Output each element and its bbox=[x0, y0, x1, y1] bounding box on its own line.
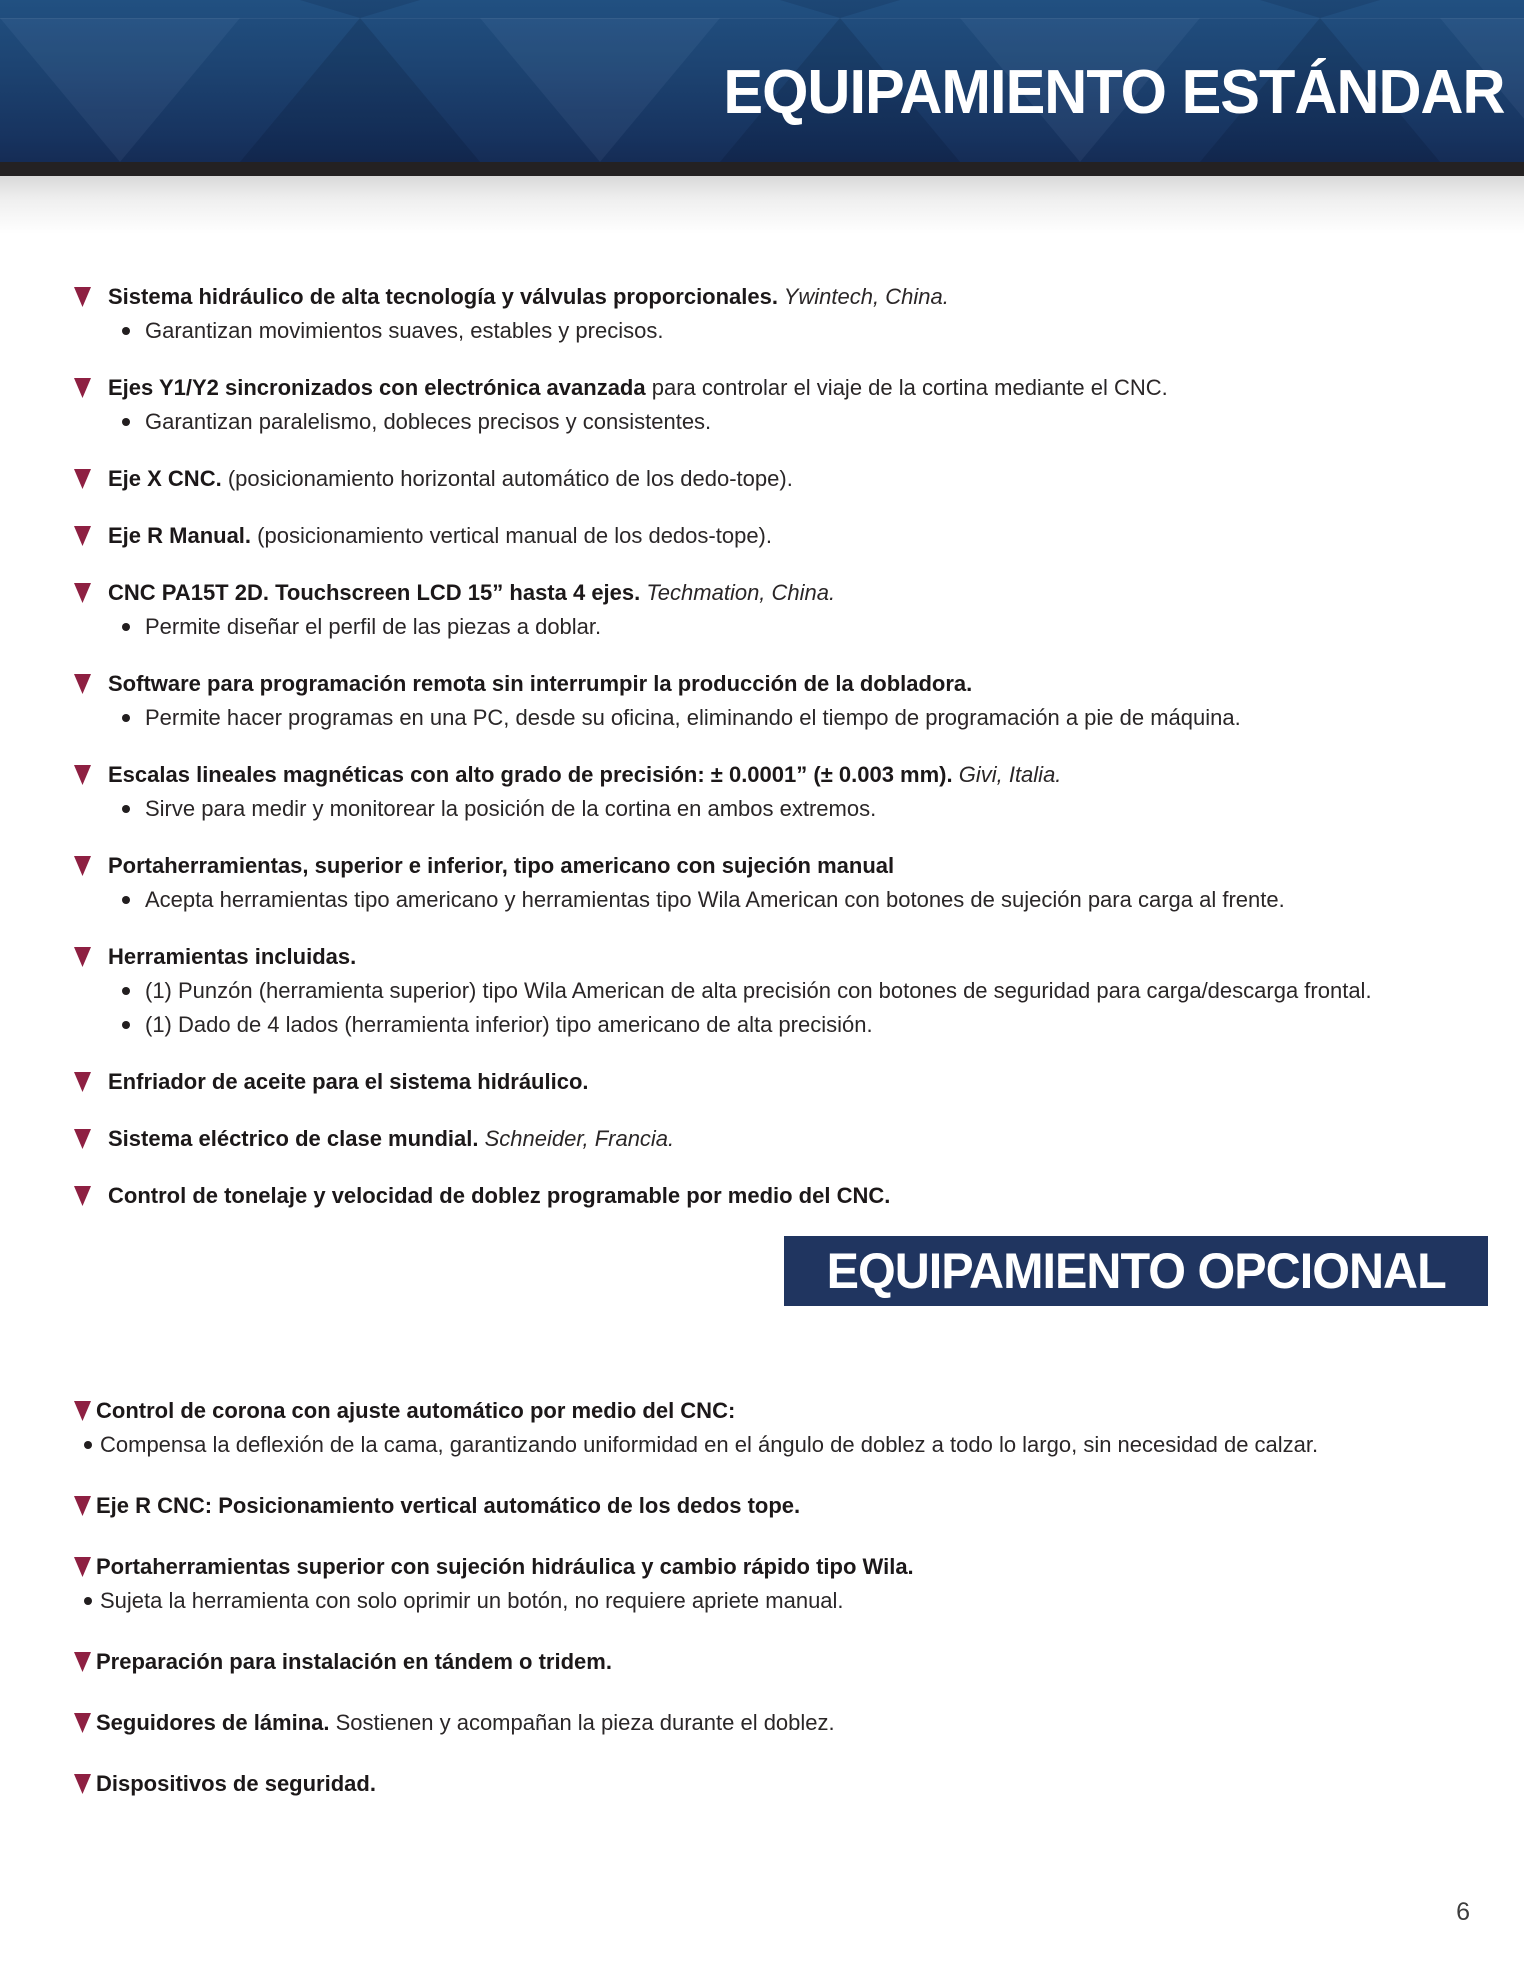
item-title-italic: Techmation, China. bbox=[640, 580, 836, 605]
triangle-down-icon bbox=[74, 1072, 91, 1092]
optional-equipment-banner bbox=[784, 1236, 1488, 1306]
list-item bbox=[74, 758, 1494, 826]
standard-equipment-list bbox=[74, 280, 1494, 1213]
item-title-italic: Ywintech, China. bbox=[778, 284, 949, 309]
sub-text: (1) Punzón (herramienta superior) tipo Wila American de alta precisión con botones de seguridad para carga/descarga frontal. bbox=[145, 978, 1372, 1003]
sub-list bbox=[108, 405, 1494, 439]
sub-bullet bbox=[108, 701, 1494, 735]
sub-bullet bbox=[108, 405, 1494, 439]
list-item bbox=[74, 940, 1494, 1042]
item-title-bold: Portaherramientas, superior e inferior, tipo americano con sujeción manual bbox=[108, 853, 895, 878]
sub-list bbox=[108, 792, 1494, 826]
triangle-down-icon bbox=[74, 287, 91, 307]
item-title bbox=[108, 519, 1494, 553]
list-item bbox=[74, 371, 1494, 439]
sub-bullet bbox=[84, 1428, 1494, 1462]
item-title bbox=[96, 1394, 1494, 1428]
sub-bullet bbox=[108, 314, 1494, 348]
triangle-down-icon bbox=[74, 469, 91, 489]
list-item bbox=[74, 849, 1494, 917]
item-title-bold: Enfriador de aceite para el sistema hidráulico. bbox=[108, 1069, 589, 1094]
bullet-dot-icon bbox=[122, 327, 130, 335]
page-title: EQUIPAMIENTO ESTÁNDAR bbox=[723, 57, 1505, 127]
triangle-down-icon bbox=[74, 1713, 91, 1733]
item-title-bold: CNC PA15T 2D. Touchscreen LCD 15” hasta 4 ejes. bbox=[108, 580, 641, 605]
item-title-bold: Eje R CNC: Posicionamiento vertical automático de los dedos tope. bbox=[96, 1493, 801, 1518]
item-title bbox=[96, 1489, 1494, 1523]
item-title-bold: Eje R Manual. bbox=[108, 523, 252, 548]
item-title bbox=[108, 371, 1494, 405]
item-title-text: para controlar el viaje de la cortina mediante el CNC. bbox=[645, 375, 1168, 400]
optional-section-title: EQUIPAMIENTO OPCIONAL bbox=[826, 1243, 1446, 1299]
triangle-down-icon bbox=[74, 765, 91, 785]
item-title bbox=[108, 940, 1494, 974]
bullet-dot-icon bbox=[122, 896, 130, 904]
item-title bbox=[108, 1122, 1494, 1156]
bullet-dot-icon bbox=[122, 1021, 130, 1029]
item-title-bold: Eje X CNC. bbox=[108, 466, 222, 491]
bullet-dot-icon bbox=[122, 714, 130, 722]
item-title bbox=[108, 280, 1494, 314]
list-item bbox=[74, 576, 1494, 644]
list-item bbox=[74, 1122, 1494, 1156]
item-title-bold: Portaherramientas superior con sujeción hidráulica y cambio rápido tipo Wila. bbox=[96, 1554, 914, 1579]
item-title-bold: Dispositivos de seguridad. bbox=[96, 1771, 376, 1796]
page-number: 6 bbox=[1456, 1898, 1470, 1926]
item-title-text: Sostienen y acompañan la pieza durante el doblez. bbox=[329, 1710, 835, 1735]
item-title bbox=[108, 462, 1494, 496]
item-title bbox=[96, 1550, 1494, 1584]
item-title bbox=[108, 1065, 1494, 1099]
sub-bullet bbox=[108, 792, 1494, 826]
bullet-dot-icon bbox=[122, 418, 130, 426]
triangle-down-icon bbox=[74, 1186, 91, 1206]
bullet-dot-icon bbox=[84, 1441, 92, 1449]
bullet-dot-icon bbox=[84, 1597, 92, 1605]
sub-list bbox=[108, 974, 1494, 1042]
header-drop-shadow bbox=[0, 176, 1524, 234]
item-title-bold: Sistema eléctrico de clase mundial. bbox=[108, 1126, 479, 1151]
triangle-down-icon bbox=[74, 1774, 91, 1794]
item-title-bold: Preparación para instalación en tándem o tridem. bbox=[96, 1649, 612, 1674]
sub-text: Garantizan paralelismo, dobleces precisos y consistentes. bbox=[145, 409, 712, 434]
item-title-bold: Software para programación remota sin interrumpir la producción de la dobladora. bbox=[108, 671, 973, 696]
sub-text: Compensa la deflexión de la cama, garantizando uniformidad en el ángulo de doblez a todo lo largo, sin necesidad de calzar. bbox=[100, 1432, 1319, 1457]
item-title-bold: Herramientas incluidas. bbox=[108, 944, 357, 969]
item-title bbox=[108, 1179, 1494, 1213]
header-banner bbox=[0, 0, 1524, 162]
item-title-italic: Schneider, Francia. bbox=[478, 1126, 675, 1151]
triangle-down-icon bbox=[74, 1557, 91, 1577]
triangle-down-icon bbox=[74, 526, 91, 546]
page-content bbox=[0, 234, 1524, 1801]
item-title-bold: Ejes Y1/Y2 sincronizados con electrónica avanzada bbox=[108, 375, 646, 400]
bullet-dot-icon bbox=[122, 805, 130, 813]
list-item bbox=[74, 1394, 1494, 1462]
triangle-down-icon bbox=[74, 947, 91, 967]
item-title-italic: Givi, Italia. bbox=[952, 762, 1062, 787]
sub-text: Garantizan movimientos suaves, estables y precisos. bbox=[145, 318, 664, 343]
item-title bbox=[108, 667, 1494, 701]
item-title-bold: Control de tonelaje y velocidad de doblez programable por medio del CNC. bbox=[108, 1183, 891, 1208]
item-title bbox=[96, 1767, 1494, 1801]
list-item bbox=[74, 1550, 1494, 1618]
sub-list bbox=[96, 1584, 1494, 1618]
triangle-down-icon bbox=[74, 1401, 91, 1421]
list-item bbox=[74, 1706, 1494, 1740]
triangle-down-icon bbox=[74, 1652, 91, 1672]
sub-list bbox=[108, 883, 1494, 917]
sub-list bbox=[108, 314, 1494, 348]
triangle-down-icon bbox=[74, 378, 91, 398]
list-item bbox=[74, 667, 1494, 735]
item-title bbox=[96, 1706, 1494, 1740]
list-item bbox=[74, 1179, 1494, 1213]
bullet-dot-icon bbox=[122, 623, 130, 631]
triangle-down-icon bbox=[74, 674, 91, 694]
sub-text: Sujeta la herramienta con solo oprimir un botón, no requiere apriete manual. bbox=[100, 1588, 844, 1613]
optional-equipment-list bbox=[74, 1394, 1494, 1801]
sub-bullet bbox=[108, 610, 1494, 644]
item-title bbox=[108, 758, 1494, 792]
list-item bbox=[74, 1767, 1494, 1801]
triangle-down-icon bbox=[74, 583, 91, 603]
bullet-dot-icon bbox=[122, 987, 130, 995]
list-item bbox=[74, 280, 1494, 348]
item-title-bold: Seguidores de lámina. bbox=[96, 1710, 330, 1735]
item-title-bold: Control de corona con ajuste automático por medio del CNC: bbox=[96, 1398, 736, 1423]
sub-bullet bbox=[84, 1584, 1494, 1618]
item-title-bold: Sistema hidráulico de alta tecnología y válvulas proporcionales. bbox=[108, 284, 778, 309]
sub-list bbox=[96, 1428, 1494, 1462]
list-item bbox=[74, 462, 1494, 496]
header-divider-strip bbox=[0, 162, 1524, 176]
sub-text: (1) Dado de 4 lados (herramienta inferior) tipo americano de alta precisión. bbox=[145, 1012, 873, 1037]
sub-bullet bbox=[108, 1008, 1494, 1042]
sub-list bbox=[108, 701, 1494, 735]
sub-bullet bbox=[108, 883, 1494, 917]
list-item bbox=[74, 1645, 1494, 1679]
triangle-down-icon bbox=[74, 1129, 91, 1149]
list-item bbox=[74, 1065, 1494, 1099]
sub-list bbox=[108, 610, 1494, 644]
sub-text: Sirve para medir y monitorear la posición de la cortina en ambos extremos. bbox=[145, 796, 877, 821]
triangle-down-icon bbox=[74, 856, 91, 876]
item-title bbox=[96, 1645, 1494, 1679]
sub-text: Permite diseñar el perfil de las piezas a doblar. bbox=[145, 614, 602, 639]
list-item bbox=[74, 1489, 1494, 1523]
sub-text: Acepta herramientas tipo americano y herramientas tipo Wila American con botones de sujeción para carga al frente. bbox=[145, 887, 1285, 912]
item-title-text: (posicionamiento horizontal automático de los dedo-tope). bbox=[221, 466, 793, 491]
sub-bullet bbox=[108, 974, 1494, 1008]
item-title bbox=[108, 849, 1494, 883]
item-title bbox=[108, 576, 1494, 610]
item-title-bold: Escalas lineales magnéticas con alto grado de precisión: ± 0.0001” (± 0.003 mm). bbox=[108, 762, 953, 787]
sub-text: Permite hacer programas en una PC, desde su oficina, eliminando el tiempo de programación a pie de máquina. bbox=[145, 705, 1241, 730]
list-item bbox=[74, 519, 1494, 553]
triangle-down-icon bbox=[74, 1496, 91, 1516]
item-title-text: (posicionamiento vertical manual de los dedos-tope). bbox=[251, 523, 772, 548]
